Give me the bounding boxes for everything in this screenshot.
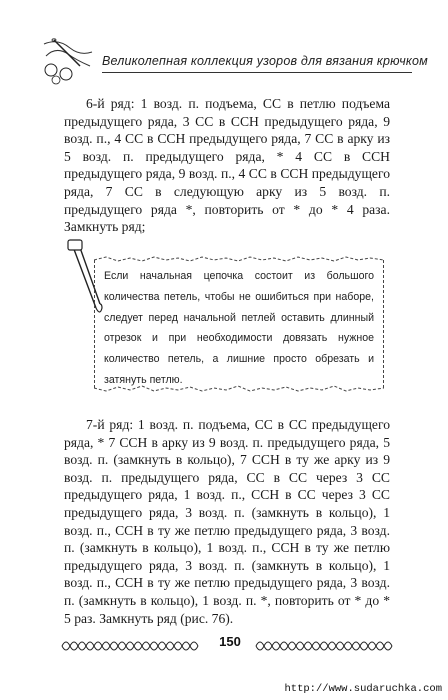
row-6-instructions: 6-й ряд: 1 возд. п. подъема, СС в петлю подъема предыдущего ряда, 3 СС в ССН предыдущего ряда, 9 возд. п., 4 СС в ССН предыдущего ряда, 7 СС в арку из 5 возд. п. предыдущего ряда, * 4 СС в ССН предыдущего ряда, 9 возд. п., 4 СС в ССН предыдущего ряда, 7 СС в следующую арку из 5 возд. п. предыдущего ряда *, повторить от * до * 4 раза. Замкнуть ряд; [64,96,390,235]
ornament-border-icon [60,636,205,656]
header-title: Великолепная коллекция узоров для вязания крючком [102,54,428,68]
watermark-url[interactable]: http://www.sudaruchka.com [284,683,442,695]
page-footer [60,634,400,658]
ornament-border-icon [254,636,399,656]
page-header [40,36,428,86]
needle-thread-emblem-icon [40,36,100,86]
row-7-instructions: 7-й ряд: 1 возд. п. подъема, СС в СС предыдущего ряда, * 7 ССН в арку из 9 возд. п. предыдущего ряда, 5 возд. п. (замкнуть в кольцо), 7 ССН в ту же арку из 9 возд. п. предыдущего ряда, СС в СС через 3 СС предыдущего ряда, 1 возд. п., ССН в СС через 3 СС предыдущего ряда, 3 возд. п. (замкнуть в кольцо), 1 возд. п., ССН в ту же петлю предыдущего ряда, 3 возд. п. (замкнуть в кольцо), 1 возд. п., ССН в ту же петлю предыдущего ряда, 3 возд. п. (замкнуть в кольцо), 1 возд. п., ССН в ту же петлю предыдущего ряда, 3 возд. п. (замкнуть в кольцо), 1 возд. п. *, повторить от * до * 5 раз. Замкнуть ряд (рис. 76). [64,417,390,626]
page-number: 150 [219,634,241,649]
note-text: Если начальная цепочка состоит из большого количества петель, чтобы не ошибиться при наборе, следует перед начальной петлей оставить длинный отрезок и при необходимости довязать нужное количество петель, а лишние просто обрезать и затянуть петлю. [104,270,374,386]
note-top-edge [94,255,384,265]
tip-note [62,238,392,398]
header-rule [102,72,412,73]
